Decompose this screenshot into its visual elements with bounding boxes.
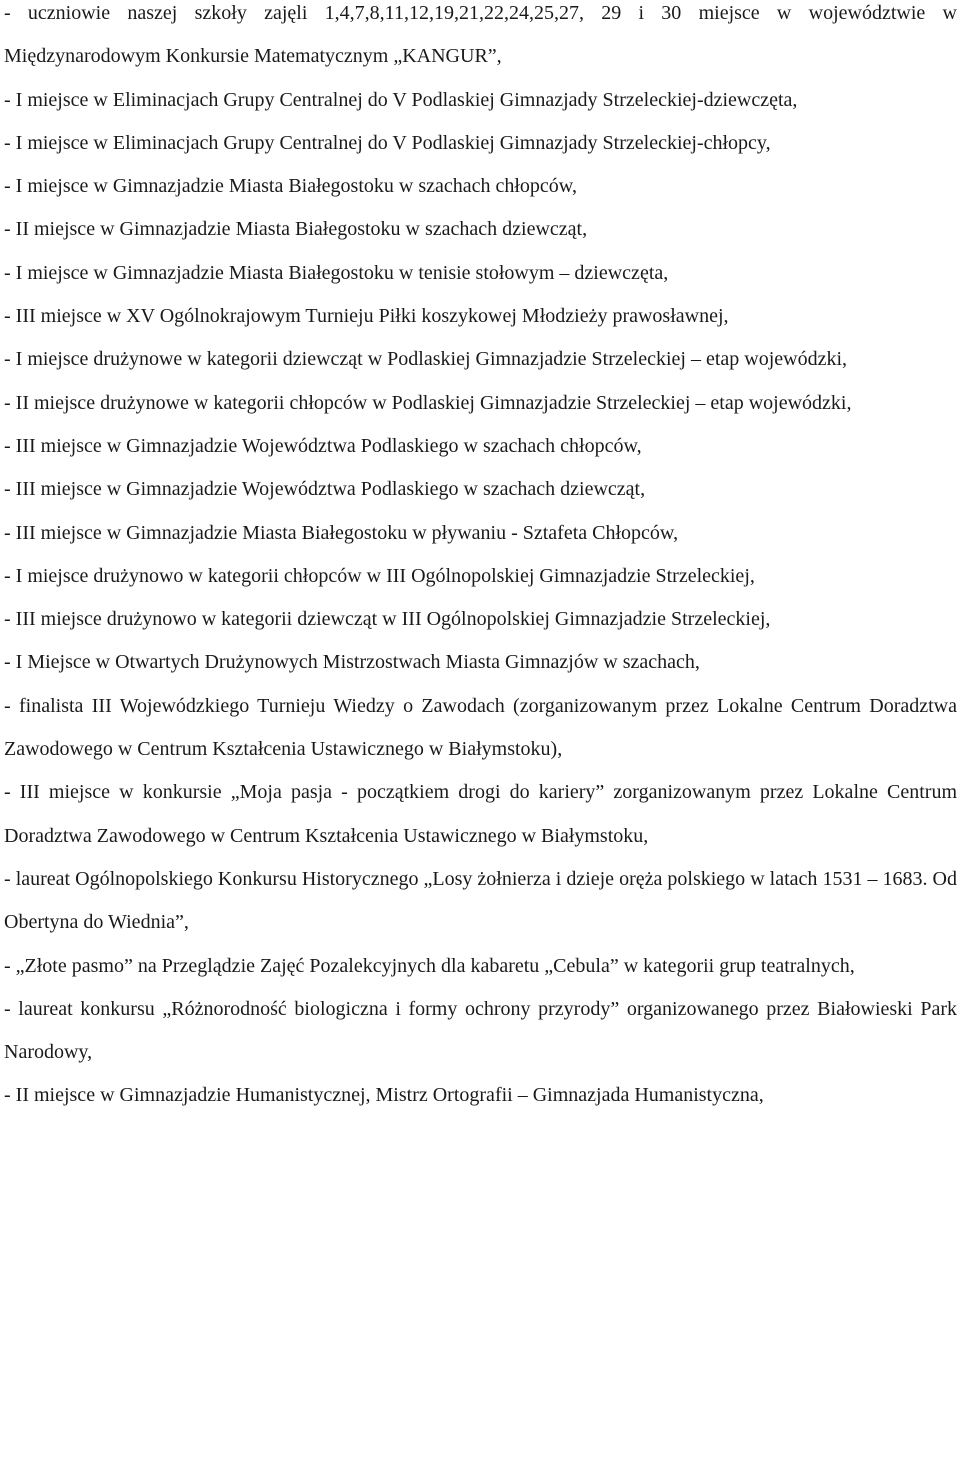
list-item: - I miejsce drużynowo w kategorii chłopców w III Ogólnopolskiej Gimnazjadzie Strzeleckiej, <box>4 564 755 587</box>
list-item: - II miejsce w Gimnazjadzie Humanistycznej, Mistrz Ortografii – Gimnazjada Humanistyczna, <box>4 1084 764 1107</box>
list-item: - laureat konkursu „Różnorodność biologiczna i formy ochrony przyrody” organizowanego przez Białowieski Park Narodowy, <box>4 997 957 1064</box>
list-item: - „Złote pasmo” na Przeglądzie Zajęć Pozalekcyjnych dla kabaretu „Cebula” w kategorii grup teatralnych, <box>4 954 855 977</box>
list-item: - I Miejsce w Otwartych Drużynowych Mistrzostwach Miasta Gimnazjów w szachach, <box>4 651 700 674</box>
list-item: - I miejsce drużynowe w kategorii dziewcząt w Podlaskiej Gimnazjadzie Strzeleckiej – etap wojewódzki, <box>4 348 848 371</box>
list-item: - laureat Ogólnopolskiego Konkursu Historycznego „Losy żołnierza i dzieje oręża polskiego w latach 1531 – 1683. Od Obertyna do Wiednia”, <box>4 867 957 934</box>
list-item: - III miejsce w Gimnazjadzie Województwa Podlaskiego w szachach chłopców, <box>4 434 642 457</box>
list-item: - III miejsce w XV Ogólnokrajowym Turnieju Piłki koszykowej Młodzieży prawosławnej, <box>4 305 729 328</box>
list-item: - I miejsce w Eliminacjach Grupy Centralnej do V Podlaskiej Gimnazjady Strzeleckiej-dziewczęta, <box>4 88 798 111</box>
list-item: - III miejsce w konkursie „Moja pasja - początkiem drogi do kariery” zorganizowanym przez Lokalne Centrum Doradztwa Zawodowego w Centrum Kształcenia Ustawicznego w Białymstoku, <box>4 781 957 847</box>
list-item: - II miejsce drużynowe w kategorii chłopców w Podlaskiej Gimnazjadzie Strzeleckiej – etap wojewódzki, <box>4 391 852 414</box>
list-item: - III miejsce drużynowo w kategorii dziewcząt w III Ogólnopolskiej Gimnazjadzie Strzeleckiej, <box>4 608 771 631</box>
list-item: - uczniowie naszej szkoły zajęli 1,4,7,8,11,12,19,21,22,24,25,27, 29 i 30 miejsce w województwie w Międzynarodowym Konkursie Matematycznym „KANGUR”, <box>4 2 957 68</box>
list-item: - I miejsce w Gimnazjadzie Miasta Białegostoku w tenisie stołowym – dziewczęta, <box>4 261 669 284</box>
list-item: - I miejsce w Gimnazjadzie Miasta Białegostoku w szachach chłopców, <box>4 175 577 198</box>
list-item: - finalista III Wojewódzkiego Turnieju Wiedzy o Zawodach (zorganizowanym przez Lokalne Centrum Doradztwa Zawodowego w Centrum Kształcenia Ustawicznego w Białymstoku), <box>4 694 957 761</box>
list-item: - I miejsce w Eliminacjach Grupy Centralnej do V Podlaskiej Gimnazjady Strzeleckiej-chłopcy, <box>4 131 771 154</box>
list-item: - II miejsce w Gimnazjadzie Miasta Białegostoku w szachach dziewcząt, <box>4 218 588 241</box>
list-item: - III miejsce w Gimnazjadzie Miasta Białegostoku w pływaniu - Sztafeta Chłopców, <box>4 521 679 544</box>
list-item: - III miejsce w Gimnazjadzie Województwa Podlaskiego w szachach dziewcząt, <box>4 478 646 501</box>
